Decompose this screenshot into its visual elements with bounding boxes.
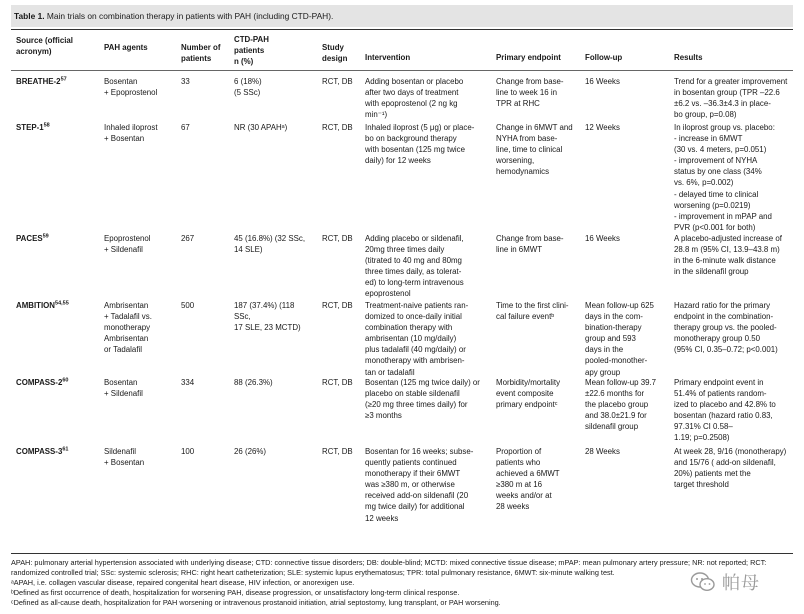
row-followup: Mean follow-up 625 days in the com- bination-therapy group and 593 days in the pooled-monother- apy group bbox=[585, 301, 654, 377]
table-bottom-rule bbox=[11, 553, 793, 554]
row-design: RCT, DB bbox=[322, 123, 353, 132]
row-endpoint: Change in 6MWT and NYHA from base- line, time to clinical worsening, hemodynamics bbox=[496, 123, 573, 177]
header-design: Study design bbox=[322, 43, 348, 64]
row-endpoint: Time to the first clini- cal failure eventᵇ bbox=[496, 301, 569, 322]
header-number: Number of patients bbox=[181, 43, 221, 64]
row-design: RCT, DB bbox=[322, 447, 353, 456]
footnote-a: ᵃAPAH, i.e. collagen vascular disease, repaired congenital heart disease, HIV infection, or anorexigen use. bbox=[11, 578, 355, 587]
row-number: 267 bbox=[181, 234, 195, 243]
header-ctd: CTD-PAH patients n (%) bbox=[234, 35, 269, 67]
caption-label: Table 1. bbox=[14, 11, 45, 21]
row-ctd: 88 (26.3%) bbox=[234, 378, 273, 387]
footnote-b: ᵇDefined as first occurrence of death, hospitalization for worsening PAH, disease progression, or unsatisfactory long-term clinical response. bbox=[11, 588, 460, 597]
row-ctd: 187 (37.4%) (118 SSc, 17 SLE, 23 MCTD) bbox=[234, 301, 301, 333]
header-results: Results bbox=[674, 53, 703, 62]
row-results: A placebo-adjusted increase of 28.8 m (95% CI, 13.9–43.8 m) in the 6-minute walk distance in the sildenafil group bbox=[674, 234, 782, 277]
row-agents: Sildenafil + Bosentan bbox=[104, 447, 145, 468]
row-agents: Bosentan + Sildenafil bbox=[104, 378, 143, 399]
row-followup: Mean follow-up 39.7 ±22.6 months for the placebo group and 38.0±21.9 for sildenafil group bbox=[585, 378, 657, 432]
header-intervention: Intervention bbox=[365, 53, 411, 62]
row-agents: Epoprostenol + Sildenafil bbox=[104, 234, 151, 255]
row-results: Trend for a greater improvement in bosentan group (TPR –22.6 ±6.2 vs. –36.3±4.3 in place- bo group, p=0.08) bbox=[674, 77, 788, 120]
row-intervention: Bosentan (125 mg twice daily) or placebo on stable sildenafil (≥20 mg three times daily) for ≥3 months bbox=[365, 378, 480, 421]
row-source: STEP-$1^{58}$ bbox=[16, 122, 50, 132]
row-source: COMPASS-$3^{61}$ bbox=[16, 446, 69, 456]
row-agents: Ambrisentan + Tadalafil vs. monotherapy Ambrisentan or Tadalafil bbox=[104, 301, 152, 355]
row-ctd: 45 (16.8%) (32 SSc, 14 SLE) bbox=[234, 234, 306, 255]
header-followup: Follow-up bbox=[585, 53, 623, 62]
row-number: 33 bbox=[181, 77, 190, 86]
row-source: PACES$^{59}$ bbox=[16, 233, 49, 243]
row-followup: 16 Weeks bbox=[585, 77, 620, 86]
footnote-c: ᶜDefined as all-cause death, hospitalization for PAH worsening or intravenous prostanoid initiation, atrial septostomy, lung transplant, or PAH worsening. bbox=[11, 598, 501, 607]
row-number: 67 bbox=[181, 123, 190, 132]
row-endpoint: Change from base- line to week 16 in TPR at RHC bbox=[496, 77, 564, 109]
table-top-rule bbox=[11, 29, 793, 30]
row-design: RCT, DB bbox=[322, 301, 353, 310]
watermark-text: 帕母 bbox=[722, 573, 760, 594]
row-source: COMPASS-$2^{60}$ bbox=[16, 377, 69, 387]
row-agents: Bosentan + Epoprostenol bbox=[104, 77, 158, 98]
footnote-abbreviations: APAH: pulmonary arterial hypertension associated with underlying disease; CTD: connective tissue disorders; DB: double-blind; MCTD: mixed connective tissue disease; mPAP: mean pulmonary artery pressure; NR: not reported; RCT: randomized controlled trial; SSc: systemic sclerosis; RHC: right heart catheterization; SLE: systemic lupus erythematosus; TPR: total pulmonary resistance, 6MWT: six-minute walking test. bbox=[11, 558, 767, 577]
header-source: Source (official acronym) bbox=[16, 36, 73, 57]
row-endpoint: Morbidity/mortality event composite primary endpointᶜ bbox=[496, 378, 561, 410]
row-number: 500 bbox=[181, 301, 195, 310]
row-intervention: Bosentan for 16 weeks; subse- quently patients continued monotherapy if their 6MWT was ≥380 m, or otherwise received add-on sildenafil (20 mg twice daily) for additional 12 weeks bbox=[365, 447, 474, 523]
watermark bbox=[690, 568, 792, 596]
row-followup: 16 Weeks bbox=[585, 234, 620, 243]
row-results: Hazard ratio for the primary endpoint in the combination- therapy group vs. the pooled- monotherapy group 0.50 (95% CI, 0.35–0.72; p<0.001) bbox=[674, 301, 778, 355]
row-ctd: 6 (18%) (5 SSc) bbox=[234, 77, 262, 98]
row-intervention: Treatment-naive patients ran- domized to once-daily initial combination therapy with ambrisentan (10 mg/daily) plus tadalafil (40 mg/daily) or monotherapy with ambrisen- tan or tadalafil bbox=[365, 301, 469, 377]
footnotes bbox=[11, 558, 801, 608]
row-number: 100 bbox=[181, 447, 195, 456]
row-endpoint: Proportion of patients who achieved a 6MWT ≥380 m at 16 weeks and/or at 28 weeks bbox=[496, 447, 560, 512]
row-results: Primary endpoint event in 51.4% of patients random- ized to placebo and 42.8% to bosentan (hazard ratio 0.83, 97.31% CI 0.58– 1.19; p=0.2508) bbox=[674, 378, 776, 443]
header-endpoint: Primary endpoint bbox=[496, 53, 561, 62]
row-intervention: Adding placebo or sildenafil, 20mg three times daily (titrated to 40 mg and 80mg three times daily, as tolerat- ed) to long-term intravenous epoprostenol bbox=[365, 234, 464, 299]
row-endpoint: Change from base- line in 6MWT bbox=[496, 234, 564, 255]
row-ctd: 26 (26%) bbox=[234, 447, 267, 456]
row-source: BREATHE-$2^{57}$ bbox=[16, 76, 67, 86]
row-results: At week 28, 9/16 (monotherapy) and 15/76 ( add-on sildenafil, 20%) patients met the target threshold bbox=[674, 447, 787, 490]
row-agents: Inhaled iloprost + Bosentan bbox=[104, 123, 158, 144]
header-agents: PAH agents bbox=[104, 43, 148, 52]
row-design: RCT, DB bbox=[322, 378, 353, 387]
row-intervention: Inhaled iloprost (5 μg) or place- bo on background therapy with bosentan (125 mg twice daily) for 12 weeks bbox=[365, 123, 475, 166]
row-design: RCT, DB bbox=[322, 234, 353, 243]
caption-text: Main trials on combination therapy in patients with PAH (including CTD-PAH). bbox=[46, 11, 334, 21]
row-followup: 28 Weeks bbox=[585, 447, 620, 456]
row-design: RCT, DB bbox=[322, 77, 353, 86]
row-ctd: NR (30 APAHᵃ) bbox=[234, 123, 288, 132]
table-caption bbox=[11, 5, 793, 27]
row-followup: 12 Weeks bbox=[585, 123, 620, 132]
row-intervention: Adding bosentan or placebo after two days of treatment with epoprostenol (2 ng kg min⁻¹) bbox=[365, 77, 464, 120]
row-results: In iloprost group vs. placebo: - increase in 6MWT (30 vs. 4 meters, p=0.051) - improvement of NYHA status by one class (34% vs. 6%, p=0.002) - delayed time to clinical worsening (p=0.0219) - improvement in mPAP and PVR (p<0.001 for both) bbox=[674, 123, 775, 232]
header-rule bbox=[11, 70, 793, 71]
row-source: AMBITION$^{54,55}$ bbox=[16, 300, 69, 310]
chat-bubble-icon bbox=[690, 571, 716, 593]
row-number: 334 bbox=[181, 378, 195, 387]
